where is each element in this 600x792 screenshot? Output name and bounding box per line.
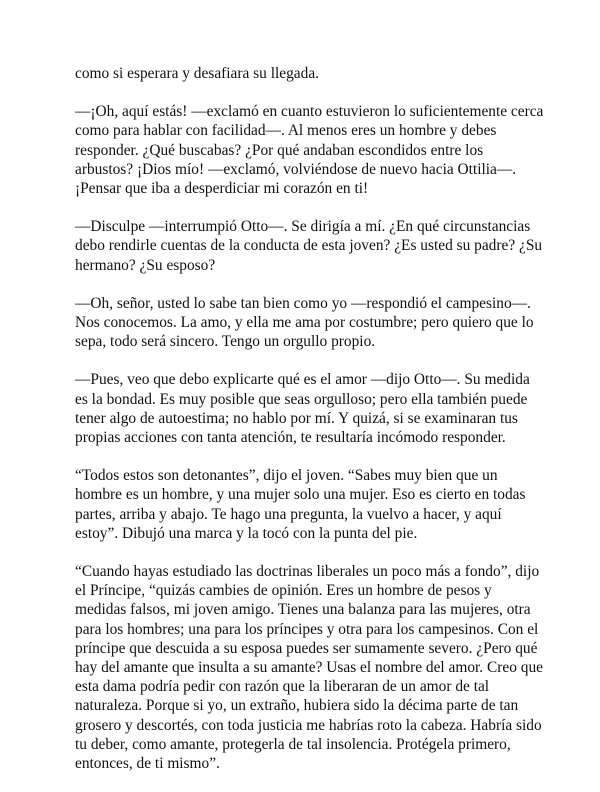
text-line: tu deber, como amante, protegerla de tal insolencia. Protégela primero, [75,735,511,753]
text-line: entonces, de ti mismo”. [75,755,220,773]
text-line: responder. ¿Qué buscabas? ¿Por qué andaban escondidos entre los [75,141,484,159]
text-line: arbustos? ¡Dios mío! —exclamó, volviéndose de nuevo hacia Ottilia—. [75,160,517,178]
paragraph-7 [75,562,543,773]
text-line: tener algo de autoestima; no hablo por mí. Y quizá, si se examinaran tus [75,409,518,427]
text-line: —Pues, veo que debo explicarte qué es el amor —dijo Otto—. Su medida [75,371,530,389]
text-line: “Cuando hayas estudiado las doctrinas liberales un poco más a fondo”, dijo [75,563,540,581]
text-line: es la bondad. Es muy posible que seas orgulloso; pero ella también puede [75,390,528,408]
text-line: —Oh, señor, usted lo sabe tan bien como yo —respondió el campesino—. [75,294,531,312]
text-line: “Todos estos son detonantes”, dijo el joven. “Sabes muy bien que un [75,467,498,485]
text-line: partes, arriba y abajo. Te hago una pregunta, la vuelvo a hacer, y aquí [75,505,502,523]
paragraph-2 [75,102,544,198]
paragraph-1 [75,64,535,83]
text-line: sepa, todo será sincero. Tengo un orgullo propio. [75,333,376,351]
paragraph-4 [75,294,535,352]
text-line: hermano? ¿Su esposo? [75,256,216,274]
text-line: como si esperara y desafiara su llegada. [75,65,320,82]
paragraph-5 [75,370,535,447]
text-line: Nos conocemos. La amo, y ella me ama por costumbre; pero quiero que lo [75,314,534,332]
text-line: grosero y descortés, con toda justicia me habrías roto la cabeza. Habría sido [75,716,542,734]
text-line: esta dama podría pedir con razón que la liberaran de un amor de tal [75,678,490,696]
document-page [75,64,544,792]
text-line: para los hombres; una para los príncipes y otra para los campesinos. Con el [75,620,539,638]
text-line: ¡Pensar que iba a desperdiciar mi corazón en ti! [75,180,369,198]
text-line: debo rendirle cuentas de la conducta de esta joven? ¿Es usted su padre? ¿Su [75,237,543,255]
text-line: medidas falsos, mi joven amigo. Tienes una balanza para las mujeres, otra [75,601,531,619]
text-line: propias acciones con tanta atención, te resultaría incómodo responder. [75,429,506,447]
text-line: —Disculpe —interrumpió Otto—. Se dirigía a mí. ¿En qué circunstancias [75,218,531,236]
text-line: el Príncipe, “quizás cambies de opinión. Eres un hombre de pesos y [75,582,492,600]
text-line: estoy”. Dibujó una marca y la tocó con la punta del pie. [75,524,418,542]
text-line: hombre es un hombre, y una mujer solo una mujer. Eso es cierto en todas [75,486,526,504]
text-line: naturaleza. Porque si yo, un extraño, hubiera sido la décima parte de tan [75,697,519,715]
text-line: —¡Oh, aquí estás! —exclamó en cuanto estuvieron lo suficientemente cerca [75,103,544,121]
paragraph-3 [75,217,543,275]
text-line: hay del amante que insulta a su amante? Usas el nombre del amor. Creo que [75,659,543,677]
text-line: príncipe que descuida a su esposa puedes ser sumamente severo. ¿Pero qué [75,639,538,657]
paragraph-6 [75,466,535,543]
text-line: como para hablar con facilidad—. Al menos eres un hombre y debes [75,122,497,140]
